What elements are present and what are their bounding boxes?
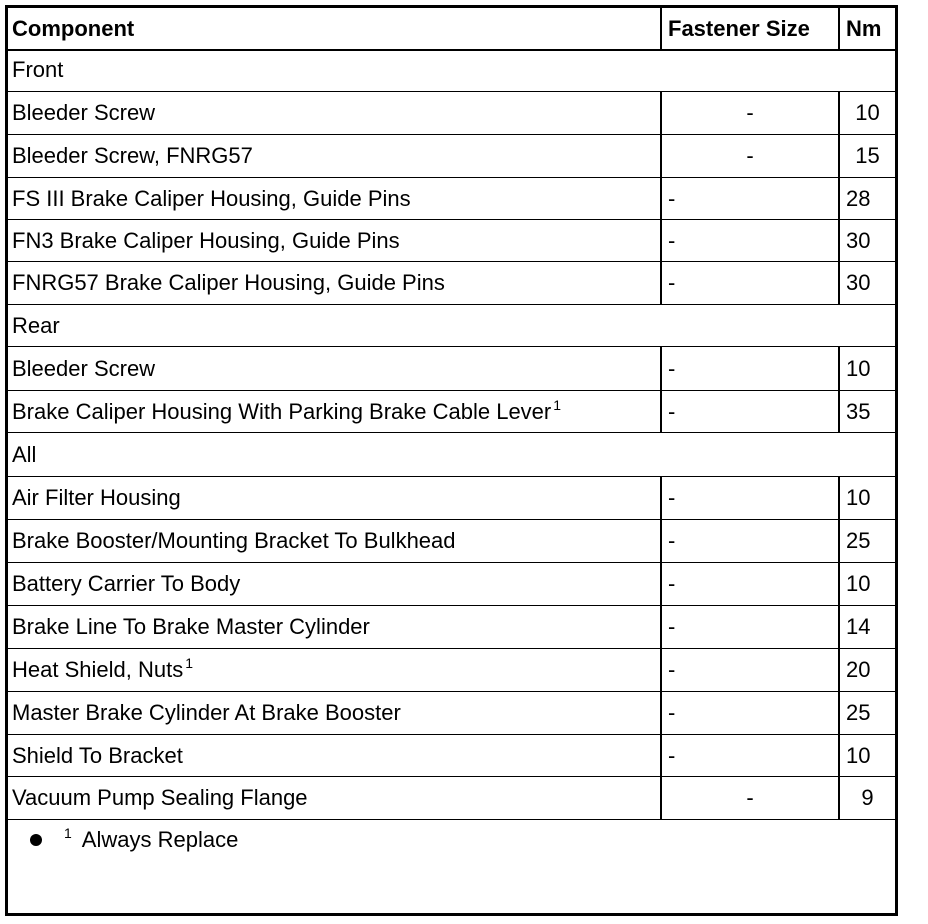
component-cell — [12, 92, 657, 134]
footnote-ref: 1 — [185, 655, 193, 671]
fastener-size-cell: - — [660, 391, 838, 432]
component-cell — [12, 262, 657, 304]
torque-nm-cell: 10 — [838, 477, 895, 519]
component-cell — [12, 477, 657, 519]
table-row — [8, 563, 895, 606]
torque-nm-cell: 10 — [838, 563, 895, 605]
table-row — [8, 178, 895, 220]
table-row — [8, 92, 895, 135]
header-component: Component — [12, 15, 135, 41]
torque-nm-cell: 10 — [838, 735, 895, 776]
component-name: Vacuum Pump Sealing Flange — [12, 785, 308, 810]
fastener-size-cell: - — [660, 92, 838, 134]
footnote-text: Always Replace — [81, 827, 239, 852]
component-cell — [12, 520, 657, 562]
fastener-size-cell: - — [660, 178, 838, 219]
component-name: Brake Caliper Housing With Parking Brake Cable Lever — [12, 398, 552, 424]
fastener-size-cell: - — [660, 477, 838, 519]
torque-nm-cell: 15 — [838, 135, 895, 177]
component-name: Bleeder Screw — [12, 100, 156, 125]
section-row — [8, 49, 895, 92]
table-row — [8, 735, 895, 777]
section-row — [8, 433, 895, 477]
component-cell — [12, 606, 657, 648]
table-row — [8, 520, 895, 563]
torque-nm-cell: 9 — [838, 777, 895, 819]
component-name: FNRG57 Brake Caliper Housing, Guide Pins — [12, 270, 445, 295]
component-cell — [12, 135, 657, 177]
fastener-size-cell: - — [660, 262, 838, 304]
header-fastener-size: Fastener Size — [660, 8, 838, 49]
footnote-marker: 1 — [64, 825, 72, 841]
fastener-size-cell: - — [660, 563, 838, 605]
component-cell — [12, 347, 657, 390]
section-label: Front — [12, 57, 64, 82]
component-cell — [12, 735, 657, 776]
torque-nm-cell: 10 — [838, 347, 895, 390]
section-row — [8, 305, 895, 347]
torque-nm-cell: 35 — [838, 391, 895, 432]
fastener-size-cell: - — [660, 220, 838, 261]
torque-nm-cell: 30 — [838, 262, 895, 304]
component-cell — [12, 178, 657, 219]
fastener-size-cell: - — [660, 777, 838, 819]
torque-nm-cell: 30 — [838, 220, 895, 261]
fastener-size-cell: - — [660, 692, 838, 734]
bullet-icon — [30, 834, 42, 846]
table-row — [8, 606, 895, 649]
fastener-size-cell: - — [660, 649, 838, 691]
component-name: FN3 Brake Caliper Housing, Guide Pins — [12, 227, 400, 253]
component-cell — [12, 563, 657, 605]
header-nm: Nm — [838, 8, 895, 49]
torque-nm-cell: 28 — [838, 178, 895, 219]
torque-nm-cell: 20 — [838, 649, 895, 691]
footnote — [30, 827, 238, 853]
torque-nm-cell: 10 — [838, 92, 895, 134]
torque-nm-cell: 14 — [838, 606, 895, 648]
component-name: Bleeder Screw, FNRG57 — [12, 143, 253, 168]
component-name: Brake Line To Brake Master Cylinder — [12, 614, 370, 639]
fastener-size-cell: - — [660, 735, 838, 776]
fastener-size-cell: - — [660, 606, 838, 648]
table-row — [8, 262, 895, 305]
torque-nm-cell: 25 — [838, 520, 895, 562]
component-name: Shield To Bracket — [12, 742, 183, 768]
component-name: FS III Brake Caliper Housing, Guide Pins — [12, 185, 411, 211]
component-name: Bleeder Screw — [12, 355, 156, 381]
table-row — [8, 347, 895, 391]
table-row — [8, 777, 895, 820]
torque-spec-table — [5, 5, 898, 916]
component-cell — [12, 777, 657, 819]
table-row — [8, 692, 895, 735]
section-label: Rear — [12, 312, 60, 338]
component-name: Brake Booster/Mounting Bracket To Bulkhead — [12, 528, 456, 553]
component-name: Air Filter Housing — [12, 485, 181, 510]
component-name: Master Brake Cylinder At Brake Booster — [12, 700, 401, 725]
table-header — [8, 8, 895, 51]
fastener-size-cell: - — [660, 520, 838, 562]
footnote-ref: 1 — [553, 396, 562, 413]
section-label: All — [12, 441, 37, 467]
table-row — [8, 477, 895, 520]
table-row — [8, 135, 895, 178]
component-cell — [12, 692, 657, 734]
component-name: Heat Shield, Nuts — [12, 657, 184, 682]
fastener-size-cell: - — [660, 347, 838, 390]
component-cell — [12, 649, 657, 691]
table-row — [8, 220, 895, 262]
table-row — [8, 649, 895, 692]
component-cell — [12, 391, 657, 432]
fastener-size-cell: - — [660, 135, 838, 177]
component-name: Battery Carrier To Body — [12, 571, 241, 596]
component-cell — [12, 220, 657, 261]
table-row — [8, 391, 895, 433]
torque-nm-cell: 25 — [838, 692, 895, 734]
